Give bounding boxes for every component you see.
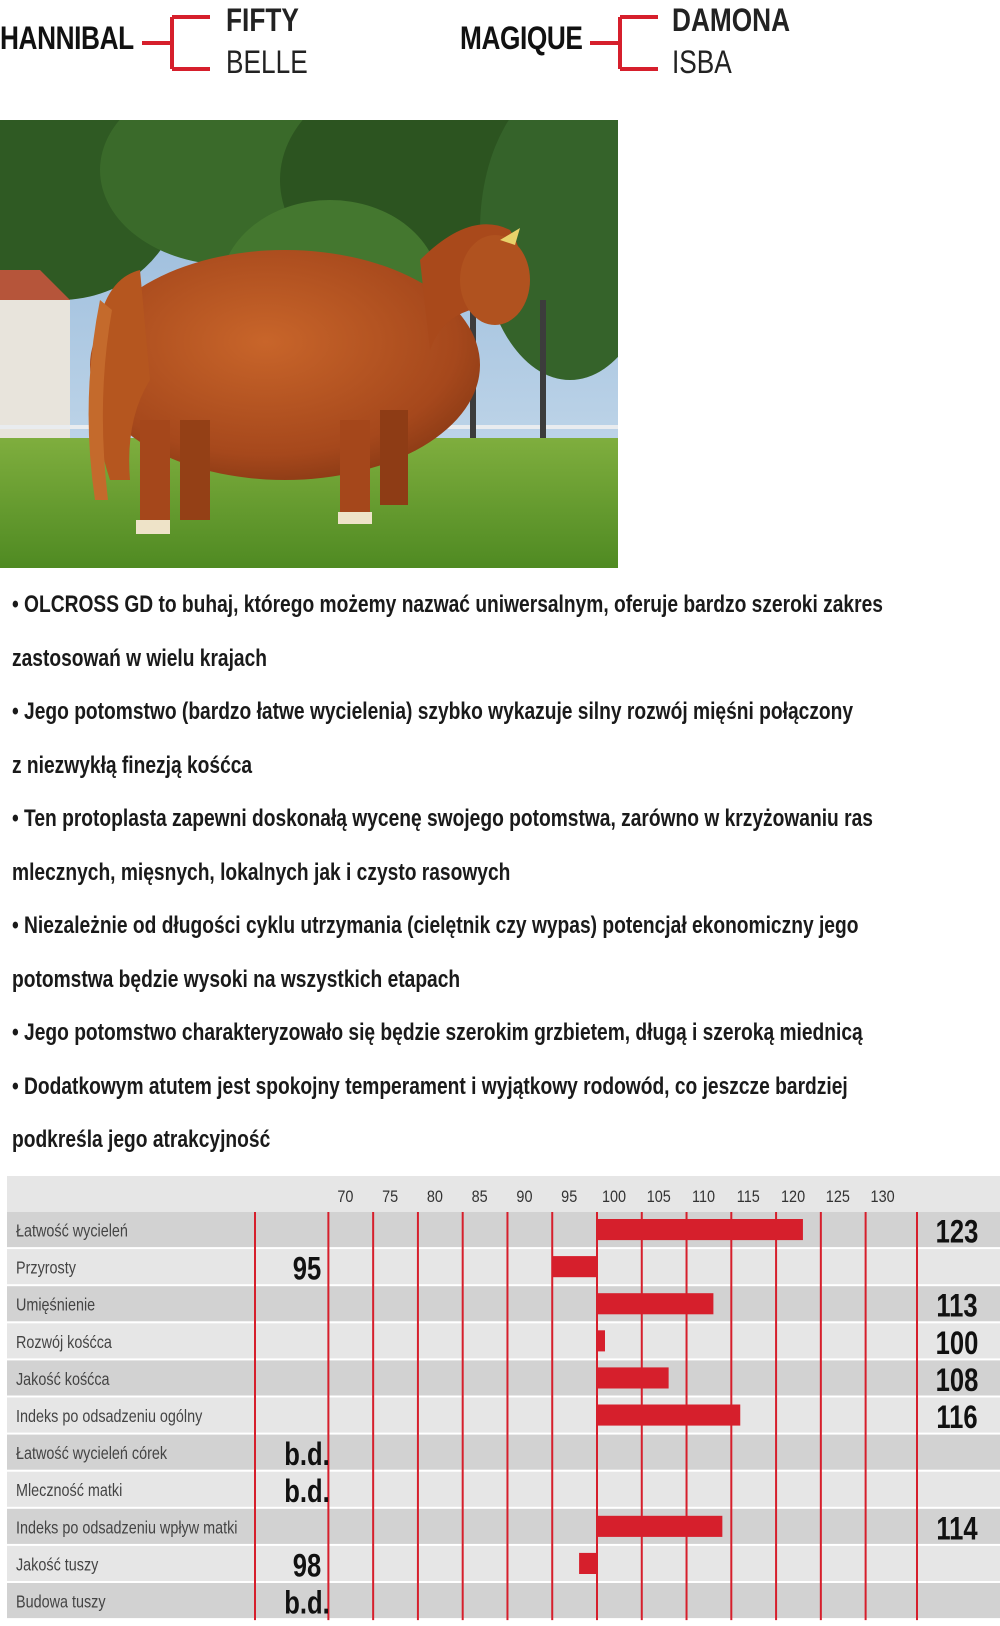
value-label: 113: [936, 1289, 978, 1325]
breeding-index-chart: [7, 1176, 1000, 1626]
chart-header-band: [7, 1176, 1000, 1212]
sire-name: HANNIBAL: [0, 20, 134, 56]
value-label: b.d.: [284, 1474, 330, 1510]
value-label: 116: [936, 1400, 978, 1436]
table-row: [7, 1360, 1000, 1395]
description: [12, 578, 992, 1167]
description-line: • OLCROSS GD to buhaj, którego możemy nazwać uniwersalnym, oferuje bardzo szeroki zakres: [12, 591, 883, 618]
description-line: mlecznych, mięsnych, lokalnych jak i czysto rasowych: [12, 858, 511, 886]
description-line: • Jego potomstwo charakteryzowało się będzie szerokim grzbietem, długą i szeroką miednicą: [12, 1019, 863, 1046]
table-row: [7, 1286, 1000, 1321]
index-bar: [597, 1367, 669, 1388]
description-line: zastosowań w wielu krajach: [12, 644, 268, 672]
value-label: 108: [935, 1363, 979, 1399]
table-row: [7, 1546, 1000, 1581]
index-bar: [597, 1516, 722, 1537]
index-bar: [579, 1553, 597, 1574]
description-line: podkreśla jego atrakcyjność: [12, 1126, 271, 1153]
x-tick-label: 130: [870, 1187, 895, 1207]
sire-father-name: FIFTY: [226, 2, 299, 38]
description-line: • Jego potomstwo (bardzo łatwe wycielenia) szybko wykazuje silny rozwój mięśni połączony: [12, 698, 854, 725]
category-label: Mleczność matki: [16, 1480, 123, 1501]
description-line: • Dodatkowym atutem jest spokojny temperament i wyjątkowy rodowód, co jeszcze bardziej: [12, 1072, 848, 1100]
category-label: Łatwość wycieleń córek: [16, 1443, 168, 1464]
value-label: 98: [292, 1548, 322, 1585]
category-label: Budowa tuszy: [16, 1592, 106, 1612]
category-label: Łatwość wycieleń: [16, 1221, 128, 1241]
dam-father-name: DAMONA: [672, 2, 791, 38]
category-label: Jakość tuszy: [16, 1554, 99, 1575]
category-label: Rozwój kośćca: [16, 1332, 112, 1353]
category-label: Przyrosty: [16, 1258, 76, 1279]
x-tick-label: 125: [825, 1187, 850, 1207]
table-row: [7, 1583, 1000, 1618]
x-tick-label: 120: [781, 1187, 806, 1207]
category-label: Indeks po odsadzeniu ogólny: [16, 1406, 203, 1427]
description-line: potomstwa będzie wysoki na wszystkich etapach: [12, 965, 461, 993]
x-tick-label: 115: [736, 1187, 760, 1207]
x-tick-label: 90: [516, 1187, 533, 1207]
value-label: b.d.: [284, 1585, 330, 1622]
index-bar: [597, 1293, 713, 1314]
value-label: b.d.: [284, 1437, 330, 1473]
table-row: [7, 1249, 1000, 1284]
bull-photo: [0, 120, 618, 568]
category-label: Umięśnienie: [16, 1295, 96, 1316]
sire-mother-name: BELLE: [226, 44, 308, 80]
dam-name: MAGIQUE: [460, 20, 583, 56]
value-label: 100: [935, 1326, 979, 1362]
x-tick-label: 85: [471, 1187, 488, 1207]
x-tick-label: 105: [646, 1187, 671, 1207]
index-bar: [552, 1256, 597, 1277]
dam-mother-name: ISBA: [672, 44, 732, 80]
category-label: Indeks po odsadzeniu wpływ matki: [16, 1517, 238, 1538]
x-tick-label: 80: [426, 1187, 443, 1207]
description-line: • Ten protoplasta zapewni doskonałą wycenę swojego potomstwa, zarówno w krzyżowaniu ras: [12, 805, 873, 832]
index-bar: [597, 1219, 803, 1240]
x-tick-label: 110: [692, 1187, 716, 1207]
category-label: Jakość kośćca: [16, 1369, 110, 1390]
index-bar: [597, 1330, 605, 1351]
table-row: [7, 1212, 1000, 1247]
index-bar: [597, 1405, 740, 1426]
x-tick-label: 70: [337, 1187, 354, 1207]
dam-pedigree-bracket: [590, 12, 660, 74]
x-tick-label: 100: [601, 1187, 627, 1207]
value-label: 123: [935, 1214, 979, 1251]
value-label: 114: [936, 1511, 978, 1548]
x-tick-label: 75: [382, 1187, 399, 1207]
table-row: [7, 1472, 1000, 1507]
x-tick-label: 95: [561, 1187, 578, 1207]
description-line: z niezwykłą finezją kośćca: [12, 751, 253, 779]
description-line: • Niezależnie od długości cyklu utrzymania (cielętnik czy wypas) potencjał ekonomiczny jego: [12, 912, 859, 939]
value-label: 95: [292, 1252, 322, 1288]
table-row: [7, 1323, 1000, 1358]
sire-pedigree-bracket: [142, 12, 212, 74]
